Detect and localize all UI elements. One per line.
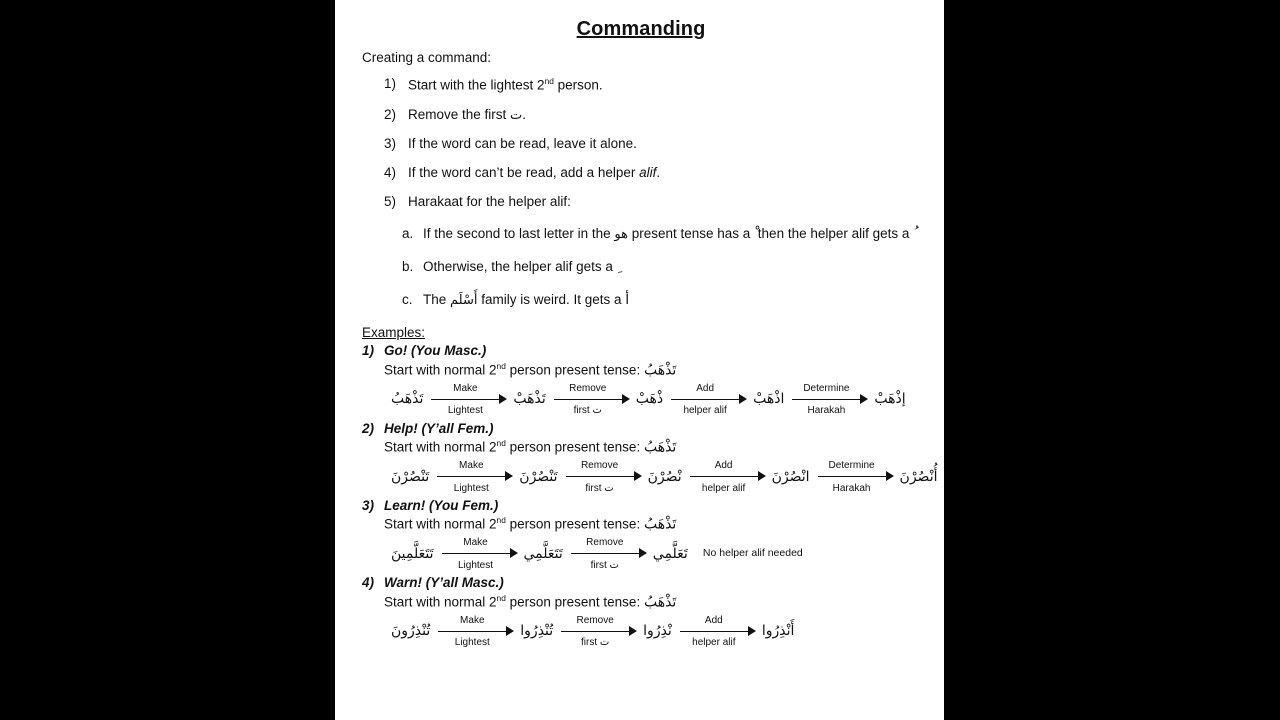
example-block	[362, 342, 920, 417]
start-arabic-word: تَذْهَبُ	[643, 594, 677, 611]
ordinal-suffix: nd	[496, 592, 506, 603]
rule-item	[384, 76, 920, 94]
rules-list	[362, 76, 920, 210]
arrow-label-top: Add	[696, 382, 715, 394]
chain-word: نْصُرْنَ	[647, 468, 682, 485]
subrule-item	[402, 223, 920, 246]
arrow-line	[431, 399, 499, 400]
step-arrow	[435, 460, 513, 494]
arrow-label-bottom: Harakah	[832, 482, 871, 494]
arrow-line	[437, 476, 505, 477]
rule-item	[384, 107, 920, 124]
arrow-line	[571, 553, 639, 554]
ordinal-suffix: nd	[496, 437, 506, 448]
example-start-line	[362, 361, 920, 381]
subrule-part-1: Otherwise, the helper alif gets a	[423, 259, 617, 275]
derivation-chain	[362, 536, 920, 572]
arrow-label-top: Remove	[576, 614, 614, 626]
example-title	[362, 497, 920, 515]
example-block	[362, 420, 938, 495]
arrow-label-bottom: Lightest	[453, 482, 489, 494]
start-arabic-word: تَذْهَبُ	[643, 362, 677, 379]
arrow-bottom-arabic: ت	[592, 405, 602, 417]
example-label: Warn! (Y’all Masc.)	[384, 575, 504, 591]
step-arrow	[569, 537, 647, 571]
arrow-label-bottom: Lightest	[454, 637, 490, 649]
example-number: 4)	[362, 575, 375, 591]
subrule-text	[423, 256, 617, 278]
arrow-head-icon	[505, 471, 513, 481]
chain-word: أَنْذِرُوا	[761, 623, 795, 640]
example-number: 3)	[362, 498, 375, 514]
chain-word: تَتَعَلَّمِي	[523, 545, 563, 562]
arrow-head-icon	[510, 548, 518, 558]
chain-word: تُنْذِرُوا	[520, 623, 554, 640]
rule-text: Harakaat for the helper alif:	[408, 193, 571, 209]
arabic-letter-hamza-alif: أ	[625, 291, 630, 308]
arrow-line	[554, 399, 622, 400]
chain-word: تَذْهَبُ	[391, 391, 424, 408]
arrow-label-top: Determine	[803, 382, 850, 394]
chain-word: تَعَلَّمِي	[652, 545, 688, 562]
rule-text	[408, 76, 920, 94]
rule-marker: 2)	[384, 106, 397, 122]
arrow-label-bottom: Lightest	[447, 405, 483, 417]
arrow-label-top: Determine	[828, 460, 875, 472]
arrow-line	[818, 476, 886, 477]
rule-marker: 4)	[384, 164, 397, 180]
start-text-before: Start with normal 2	[384, 362, 497, 378]
arrow-label-bottom: Lightest	[457, 559, 494, 571]
subrule-part-1: The	[423, 291, 451, 307]
example-number: 1)	[362, 343, 375, 359]
rule-text-tail: .	[656, 164, 661, 180]
example-block	[362, 574, 920, 649]
arrow-head-icon	[748, 626, 756, 636]
rule-marker: 5)	[384, 193, 397, 209]
subrule-marker: b.	[402, 259, 414, 275]
arrow-label-top: Make	[453, 382, 478, 394]
subrule-part-3: then the helper alif gets a	[754, 226, 914, 242]
arrow-head-icon	[629, 626, 637, 636]
rule-item	[384, 194, 920, 211]
arrow-head-icon	[506, 626, 514, 636]
example-label: Help! (Y’all Fem.)	[384, 420, 494, 436]
example-start-line	[362, 438, 920, 458]
arrow-label-bottom	[564, 483, 636, 495]
arrow-label-bottom: helper alif	[683, 405, 727, 417]
start-text-after: person present tense:	[505, 439, 644, 455]
chain-word: أُنْصُرْنَ	[899, 468, 938, 485]
arrow-bottom-text: first	[573, 405, 593, 417]
chain-word: تَنْصُرْنَ	[391, 468, 430, 485]
rule-text: If the word can be read, leave it alone.	[408, 135, 637, 151]
rule-text-part: Remove the first	[408, 106, 511, 122]
rule-emphasis-alif: alif	[639, 164, 657, 180]
arrow-line	[442, 553, 510, 554]
chain-word: تَذْهَبْ	[513, 391, 546, 408]
arrow-line	[671, 399, 739, 400]
arrow-bottom-text: first	[590, 559, 610, 571]
arrow-label-bottom	[559, 637, 631, 649]
arabic-word-aslama: أَسْلَم	[450, 292, 478, 308]
chain-word: تُنْذِرُونَ	[391, 623, 431, 640]
example-block	[362, 497, 920, 572]
rule-text-part: Start with the lightest 2	[408, 77, 545, 93]
rule-text-tail: .	[522, 106, 527, 122]
arrow-label-top: Make	[459, 460, 484, 472]
arrow-head-icon	[499, 394, 507, 404]
arrow-head-icon	[739, 394, 747, 404]
example-label: Go! (You Masc.)	[384, 343, 487, 359]
arrow-label-bottom: helper alif	[692, 637, 736, 649]
arrow-line	[561, 631, 629, 632]
derivation-chain	[362, 382, 920, 418]
start-text-before: Start with normal 2	[384, 594, 497, 610]
page-title: Commanding	[576, 18, 706, 40]
rule-item	[384, 165, 920, 182]
arrow-line	[566, 476, 634, 477]
rule-item	[384, 136, 920, 153]
arrow-head-icon	[634, 471, 642, 481]
arabic-word-huwa: هو	[614, 227, 628, 243]
subrules-list	[362, 223, 920, 311]
arrow-line	[792, 399, 860, 400]
start-arabic-word: تَذْهَبُ	[643, 516, 677, 533]
arrow-label-bottom: Harakah	[807, 405, 846, 417]
arrow-label-top: Add	[704, 614, 723, 626]
step-arrow	[688, 460, 766, 494]
rule-text	[408, 107, 920, 124]
rule-text	[408, 165, 920, 182]
derivation-chain	[362, 459, 938, 495]
subrule-text	[423, 223, 913, 246]
subrule-part-2: present tense has a	[627, 226, 755, 242]
step-arrow	[552, 383, 630, 417]
arrow-bottom-text: first	[581, 637, 600, 649]
step-arrow	[564, 460, 642, 494]
arrow-head-icon	[886, 471, 894, 481]
subrule-text	[423, 289, 629, 312]
example-title	[362, 420, 920, 438]
example-start-line	[362, 515, 920, 535]
arrow-label-bottom: helper alif	[701, 482, 746, 494]
arrow-head-icon	[639, 548, 647, 558]
chain-word: تَتَعَلَّمِينَ	[391, 545, 434, 562]
ordinal-suffix: nd	[544, 76, 554, 87]
rule-marker: 1)	[384, 76, 397, 92]
step-arrow	[816, 460, 894, 494]
derivation-chain	[362, 614, 920, 650]
arrow-line	[438, 631, 506, 632]
step-arrow	[440, 537, 518, 571]
start-text-after: person present tense:	[505, 594, 644, 610]
subrule-part-2: family is weird. It gets a	[477, 291, 626, 307]
chain-word: اذْهَبْ	[753, 391, 785, 408]
arrow-label-top: Remove	[580, 460, 619, 472]
step-arrow	[678, 615, 756, 649]
step-arrow	[429, 383, 507, 417]
step-arrow	[790, 383, 868, 417]
start-text-after: person present tense:	[505, 362, 644, 378]
subrule-part-1: If the second to last letter in the	[423, 226, 615, 242]
step-arrow	[436, 615, 514, 649]
arrow-label-top: Make	[463, 537, 488, 549]
example-number: 2)	[362, 420, 375, 436]
step-arrow	[669, 383, 747, 417]
ordinal-suffix: nd	[496, 515, 506, 526]
arrow-label-top: Make	[460, 614, 485, 626]
arrow-bottom-arabic: ت	[609, 559, 619, 571]
rule-marker: 3)	[384, 135, 397, 151]
chain-word: إذْهَبْ	[874, 391, 906, 408]
arrow-line	[690, 476, 758, 477]
subrule-item	[402, 289, 920, 312]
arrow-label-bottom	[552, 405, 624, 417]
example-title	[362, 342, 920, 360]
arrow-label-bottom	[569, 560, 641, 572]
chain-word: تَنْصُرْنَ	[519, 468, 558, 485]
subrule-marker: a.	[402, 226, 414, 242]
example-label: Learn! (You Fem.)	[384, 498, 499, 514]
arrow-label-top: Remove	[586, 537, 624, 549]
rule-text-tail: person.	[553, 77, 603, 93]
ordinal-suffix: nd	[496, 360, 506, 371]
page-content	[335, 0, 944, 650]
arrow-label-top: Add	[714, 460, 733, 472]
document-page	[335, 0, 944, 720]
rule-text-part: If the word can’t be read, add a helper	[408, 164, 640, 180]
arrow-bottom-arabic: ت	[599, 637, 610, 649]
arrow-head-icon	[758, 471, 766, 481]
start-text-after: person present tense:	[505, 516, 644, 532]
chain-note: No helper alif needed	[702, 547, 803, 560]
chain-word: نْذِرُوا	[643, 623, 672, 640]
subrule-marker: c.	[402, 291, 413, 307]
arrow-bottom-arabic: ت	[604, 482, 614, 494]
arabic-letter-ta: ت	[510, 107, 523, 123]
arrow-label-top: Remove	[569, 382, 607, 394]
start-arabic-word: تَذْهَبُ	[643, 439, 677, 456]
examples-heading: Examples:	[362, 325, 426, 341]
chain-word: ذْهَبْ	[635, 391, 664, 408]
step-arrow	[559, 615, 637, 649]
intro-line: Creating a command:	[362, 50, 492, 65]
start-text-before: Start with normal 2	[384, 439, 497, 455]
arrow-bottom-text: first	[585, 482, 605, 494]
example-start-line	[362, 593, 920, 613]
subrule-item	[402, 256, 920, 278]
arrow-head-icon	[860, 394, 868, 404]
chain-word: انْصُرْنَ	[771, 468, 810, 485]
arrow-line	[680, 631, 748, 632]
arrow-head-icon	[622, 394, 630, 404]
example-title	[362, 574, 920, 592]
start-text-before: Start with normal 2	[384, 516, 497, 532]
